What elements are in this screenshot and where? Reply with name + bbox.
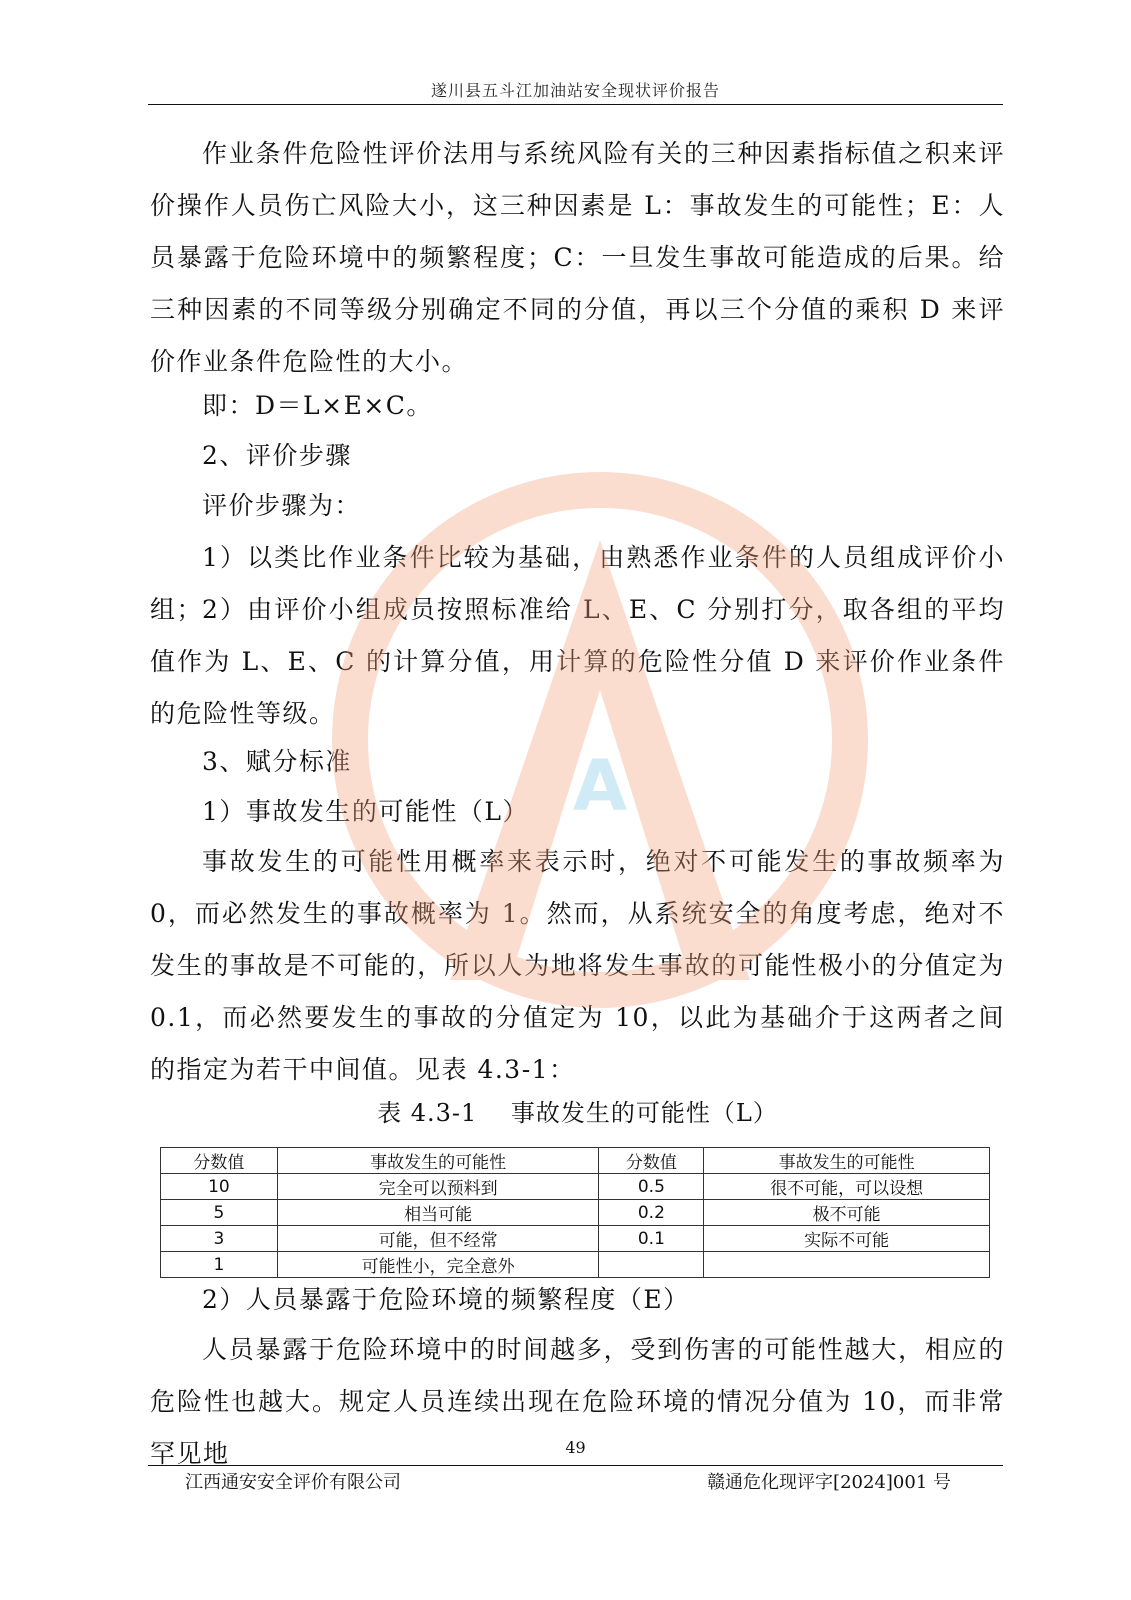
table-cell: 相当可能 xyxy=(277,1200,599,1226)
table-caption: 表 4.3-1 事故发生的可能性（L） xyxy=(377,1099,778,1127)
table-row xyxy=(161,1174,990,1200)
watermark-center-mark: A xyxy=(572,745,628,827)
table-cell: 0.5 xyxy=(599,1174,704,1200)
table-cell: 0.2 xyxy=(599,1200,704,1226)
table-cell: 可能，但不经常 xyxy=(277,1226,599,1252)
subsection-heading-likelihood: 1）事故发生的可能性（L） xyxy=(202,797,530,826)
table-cell: 很不可能，可以设想 xyxy=(704,1174,990,1200)
paragraph-intro: 作业条件危险性评价法用与系统风险有关的三种因素指标值之积来评价操作人员伤亡风险大小，这三种因素是 L：事故发生的可能性；E：人员暴露于危险环境中的频繁程度；C：一旦发生事故可能造成的后果。给三种因素的不同等级分别确定不同的分值，再以三个分值的乘积 D 来评价作业条件危险性的大小。 xyxy=(150,139,1005,376)
section-heading-steps: 2、评价步骤 xyxy=(202,441,352,470)
table-cell: 完全可以预料到 xyxy=(277,1174,599,1200)
table-cell: 3 xyxy=(161,1226,278,1252)
table-cell: 实际不可能 xyxy=(704,1226,990,1252)
table-header-row xyxy=(161,1148,990,1174)
header-divider xyxy=(148,104,1003,105)
paragraph-step-1: 1）以类比作业条件比较为基础，由熟悉作业条件的人员组成评价小组； xyxy=(150,543,1005,624)
likelihood-table xyxy=(160,1147,990,1278)
table-header-cell: 分数值 xyxy=(161,1148,278,1174)
paragraph-step-2: 2）由评价小组成员按照标准给 L、E、C 分别打分，取各组的平均值作为 L、E、C 的计算分值，用计算的危险性分值 D 来评价作业条件的危险性等级。 xyxy=(150,595,1005,728)
table-cell: 0.1 xyxy=(599,1226,704,1252)
paragraph-likelihood: 事故发生的可能性用概率来表示时，绝对不可能发生的事故频率为 0，而必然发生的事故概率为 1。然而，从系统安全的角度考虑，绝对不发生的事故是不可能的，所以人为地将发生事故的可能性极小的分值定为 0.1，而必然要发生的事故的分值定为 10，以此为基础介于这两者之间的指定为若干中间值。见表 4.3-1： xyxy=(150,847,1005,1084)
table-cell: 5 xyxy=(161,1200,278,1226)
page-number: 49 xyxy=(565,1438,586,1457)
table-row xyxy=(161,1200,990,1226)
table-cell: 1 xyxy=(161,1252,278,1278)
paragraph-formula: 即：D＝L×E×C。 xyxy=(202,391,433,420)
table-cell: 可能性小，完全意外 xyxy=(277,1252,599,1278)
table-row xyxy=(161,1226,990,1252)
subsection-heading-exposure: 2）人员暴露于危险环境的频繁程度（E） xyxy=(202,1285,690,1314)
page-header-title: 遂川县五斗江加油站安全现状评价报告 xyxy=(430,81,720,100)
section-heading-scoring: 3、赋分标准 xyxy=(202,747,352,776)
table-cell: 极不可能 xyxy=(704,1200,990,1226)
footer-divider xyxy=(148,1465,1003,1466)
table-header-cell: 事故发生的可能性 xyxy=(704,1148,990,1174)
table-header-cell: 事故发生的可能性 xyxy=(277,1148,599,1174)
footer-company: 江西通安安全评价有限公司 xyxy=(185,1472,401,1493)
paragraph-steps-intro: 评价步骤为： xyxy=(202,491,362,520)
paragraph-exposure: 人员暴露于危险环境中的时间越多，受到伤害的可能性越大，相应的危险性也越大。规定人员连续出现在危险环境的情况分值为 10，而非常罕见地 xyxy=(150,1335,1005,1468)
footer-doc-number: 赣通危化现评字[2024]001 号 xyxy=(707,1472,951,1493)
table-cell: 10 xyxy=(161,1174,278,1200)
table-header-cell: 分数值 xyxy=(599,1148,704,1174)
